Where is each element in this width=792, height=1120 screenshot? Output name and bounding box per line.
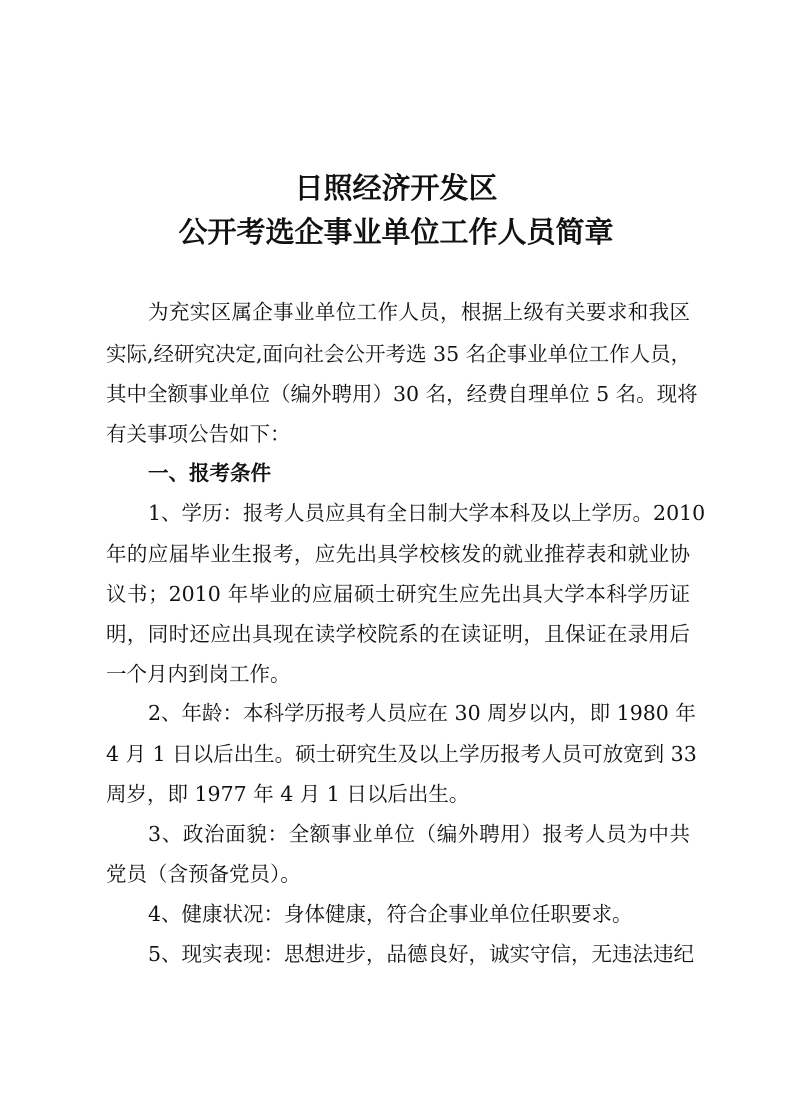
item-health-line: 4、健康状况：身体健康，符合企事业单位任职要求。 — [148, 902, 633, 926]
item-education-line: 一个月内到岗工作。 — [106, 662, 291, 686]
item-conduct-line: 5、现实表现：思想进步，品德良好，诚实守信，无违法违纪 — [148, 942, 695, 966]
item-political-status-line: 3、政治面貌：全额事业单位（编外聘用）报考人员为中共 — [148, 822, 690, 846]
document-title-line-1: 日照经济开发区 — [294, 171, 498, 205]
item-age-line: 2、年龄：本科学历报考人员应在 30 周岁以内，即 1980 年 — [148, 701, 696, 725]
item-education-line: 年的应届毕业生报考，应先出具学校核发的就业推荐表和就业协 — [106, 542, 690, 566]
item-education-line: 明，同时还应出具现在读学校院系的在读证明，且保证在录用后 — [106, 622, 690, 646]
intro-paragraph-line: 实际,经研究决定,面向社会公开考选 35 名企事业单位工作人员， — [106, 342, 692, 366]
document-title-line-2: 公开考选企事业单位工作人员简章 — [178, 215, 614, 249]
item-age-line: 4 月 1 日以后出生。硕士研究生及以上学历报考人员可放宽到 33 — [106, 742, 697, 766]
section-heading-eligibility: 一、报考条件 — [148, 461, 271, 485]
item-age-line: 周岁，即 1977 年 4 月 1 日以后出生。 — [106, 782, 470, 806]
intro-paragraph-line: 其中全额事业单位（编外聘用）30 名，经费自理单位 5 名。现将 — [106, 382, 698, 406]
intro-paragraph-line: 为充实区属企事业单位工作人员，根据上级有关要求和我区 — [148, 300, 690, 324]
item-education-line: 议书；2010 年毕业的应届硕士研究生应先出具大学本科学历证 — [106, 582, 690, 606]
intro-paragraph-line: 有关事项公告如下： — [106, 422, 291, 446]
item-education-line: 1、学历：报考人员应具有全日制大学本科及以上学历。2010 — [148, 501, 706, 525]
item-political-status-line: 党员（含预备党员）。 — [106, 862, 301, 886]
